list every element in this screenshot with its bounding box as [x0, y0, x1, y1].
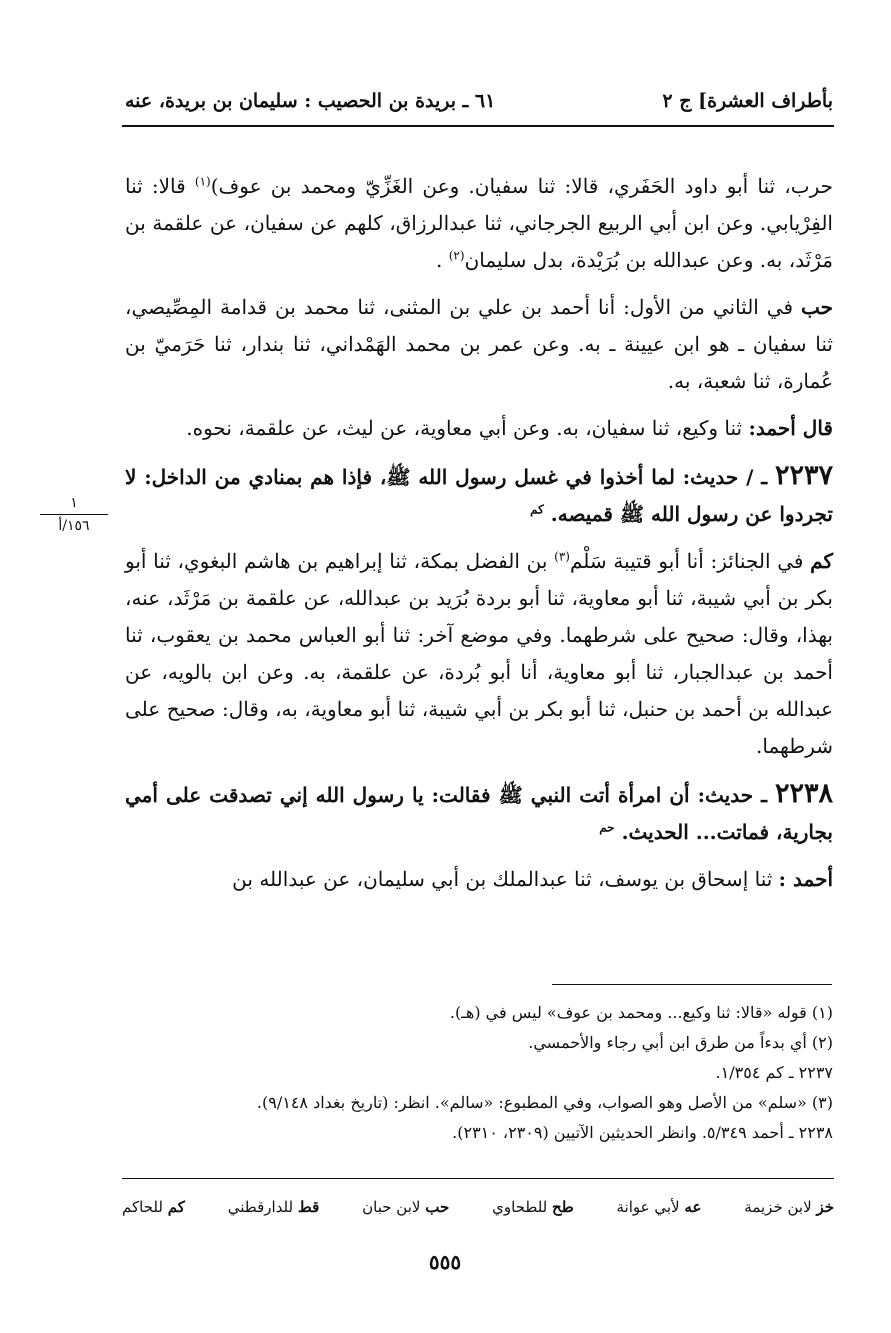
hadith-number: ٢٢٣٨	[774, 778, 833, 809]
folio-top: ١	[70, 495, 78, 511]
footnote-ref-1: (١)	[194, 174, 211, 189]
footnote: (٢) أي بدءاً من طرق ابن أبي رجاء والأحمسي.	[528, 1033, 833, 1052]
paragraph-1-text: حرب، ثنا أبو داود الحَفَري، قالا: ثنا سفيان. وعن الغَزِّيّ ومحمد بن عوف)	[210, 174, 833, 198]
folio-bottom: ١٥٦/أ	[58, 518, 90, 534]
paragraph-4-text: في الجنائز: أنا أبو قتيبة سَلْم	[569, 549, 804, 573]
abbrev-item: قط للدارقطني	[227, 1198, 320, 1216]
abbrev-item: عه لأبي عوانة	[616, 1198, 702, 1216]
paragraph-1-cont: قالا: ثنا الفِرْيابي. وعن ابن أبي الربيع الجرجاني، ثنا عبدالرزاق، كلهم عن سفيان، عن علقمة بن مَرْثَد، به. وعن عبدالله بن بُرَيْدة، بدل سليمان	[125, 174, 833, 272]
header-volume: بأطراف العشرة] ج ٢	[662, 90, 833, 112]
hadith-source-mark: حم	[599, 820, 615, 835]
footnote-ref-2: (٢)	[448, 248, 465, 263]
paragraph-5-text: ثنا إسحاق بن يوسف، ثنا عبدالملك بن أبي سليمان، عن عبدالله بن	[232, 867, 773, 891]
hadith-title: ـ / حديث: لما أخذوا في غسل رسول الله ﷺ، فإذا هم بمنادي من الداخل: لا تجردوا عن رسول الله ﷺ قميصه.	[125, 465, 833, 526]
running-header	[125, 84, 833, 118]
paragraph-2	[125, 289, 833, 400]
paragraph-3	[125, 410, 833, 447]
hadith-source-mark: كم	[530, 502, 544, 517]
header-rule	[122, 125, 834, 127]
footnote-ref-3: (٣)	[554, 549, 570, 564]
paragraph-1	[125, 168, 833, 279]
hadith-number: ٢٢٣٧	[774, 460, 833, 491]
source-hb: حب	[800, 295, 833, 319]
footnote: (٣) «سلم» من الأصل وهو الصواب، وفي المطبوع: «سالم». انظر: (تاريخ بغداد ٩/١٤٨).	[256, 1093, 833, 1112]
hadith-2237	[125, 457, 833, 533]
folio-divider	[40, 514, 108, 515]
abbrev-item: حب لابن حبان	[362, 1198, 450, 1216]
source-ahmad: قال أحمد:	[748, 416, 833, 440]
paragraph-4-rest: بن الفضل بمكة، ثنا إبراهيم بن هاشم البغوي، ثنا أبو بكر بن أبي شيبة، ثنا أبو معاوية، ثنا أبو بردة بُرَيد بن عبدالله، عن علقمة بن مَرْثَد، عنه، بهذا، وقال: صحيح على شرطهما. وفي موضع آخر: ثنا أبو العباس محمد بن يعقوب، ثنا أحمد بن عبدالجبار، ثنا أبو معاوية، أنا أبو بُردة، عن علقمة، به. وعن ابن بالويه، عن عبدالله بن أحمد بن حنبل، ثنا أبو بكر بن أبي شيبة، ثنا أبو معاوية، به، وقال: صحيح على شرطهما.	[125, 549, 834, 758]
paragraph-5	[125, 861, 833, 898]
abbreviation-key	[122, 1192, 834, 1222]
manuscript-folio-note	[40, 494, 108, 535]
abbrev-item: طح للطحاوي	[492, 1198, 574, 1216]
period: .	[436, 248, 449, 272]
footnote: (١) قوله «قالا: ثنا وكيع... ومحمد بن عوف» ليس في (هـ).	[449, 1003, 833, 1022]
paragraph-2-text: في الثاني من الأول: أنا أحمد بن علي بن المثنى، ثنا محمد بن قدامة المِصِّيصي، ثنا سفيان ـ هو ابن عيينة ـ به. وعن عمر بن محمد الهَمْداني، ثنا بندار، ثنا حَرَميّ بن عُمارة، ثنا شعبة، به.	[125, 295, 833, 393]
abbrev-item: خز لابن خزيمة	[744, 1198, 834, 1216]
paragraph-4	[125, 543, 833, 765]
footnote: ٢٢٣٨ ـ أحمد ٥/٣٤٩. وانظر الحديثين الآتيين (٢٣٠٩، ٢٣١٠).	[452, 1123, 833, 1142]
main-text	[125, 168, 833, 908]
abbrev-item: كم للحاكم	[122, 1198, 185, 1216]
source-km: كم	[810, 549, 834, 573]
paragraph-3-text: ثنا وكيع، ثنا سفيان، به. وعن أبي معاوية، عن ليث، عن علقمة، نحوه.	[186, 416, 743, 440]
source-ahmad-2: أحمد :	[778, 867, 833, 891]
header-chapter: ٦١ ـ بريدة بن الحصيب : سليمان بن بريدة، عنه	[125, 90, 496, 112]
hadith-title: ـ حديث: أن امرأة أتت النبي ﷺ فقالت: يا رسول الله إني تصدقت على أمي بجارية، فماتت... الحديث.	[125, 783, 833, 844]
footnotes	[125, 998, 833, 1148]
bottom-rule	[122, 1178, 834, 1179]
footnote: ٢٢٣٧ ـ كم ١/٣٥٤.	[715, 1063, 833, 1082]
hadith-2238	[125, 775, 833, 851]
page-number: ٥٥٥	[428, 1250, 462, 1274]
footnote-rule	[552, 984, 832, 985]
